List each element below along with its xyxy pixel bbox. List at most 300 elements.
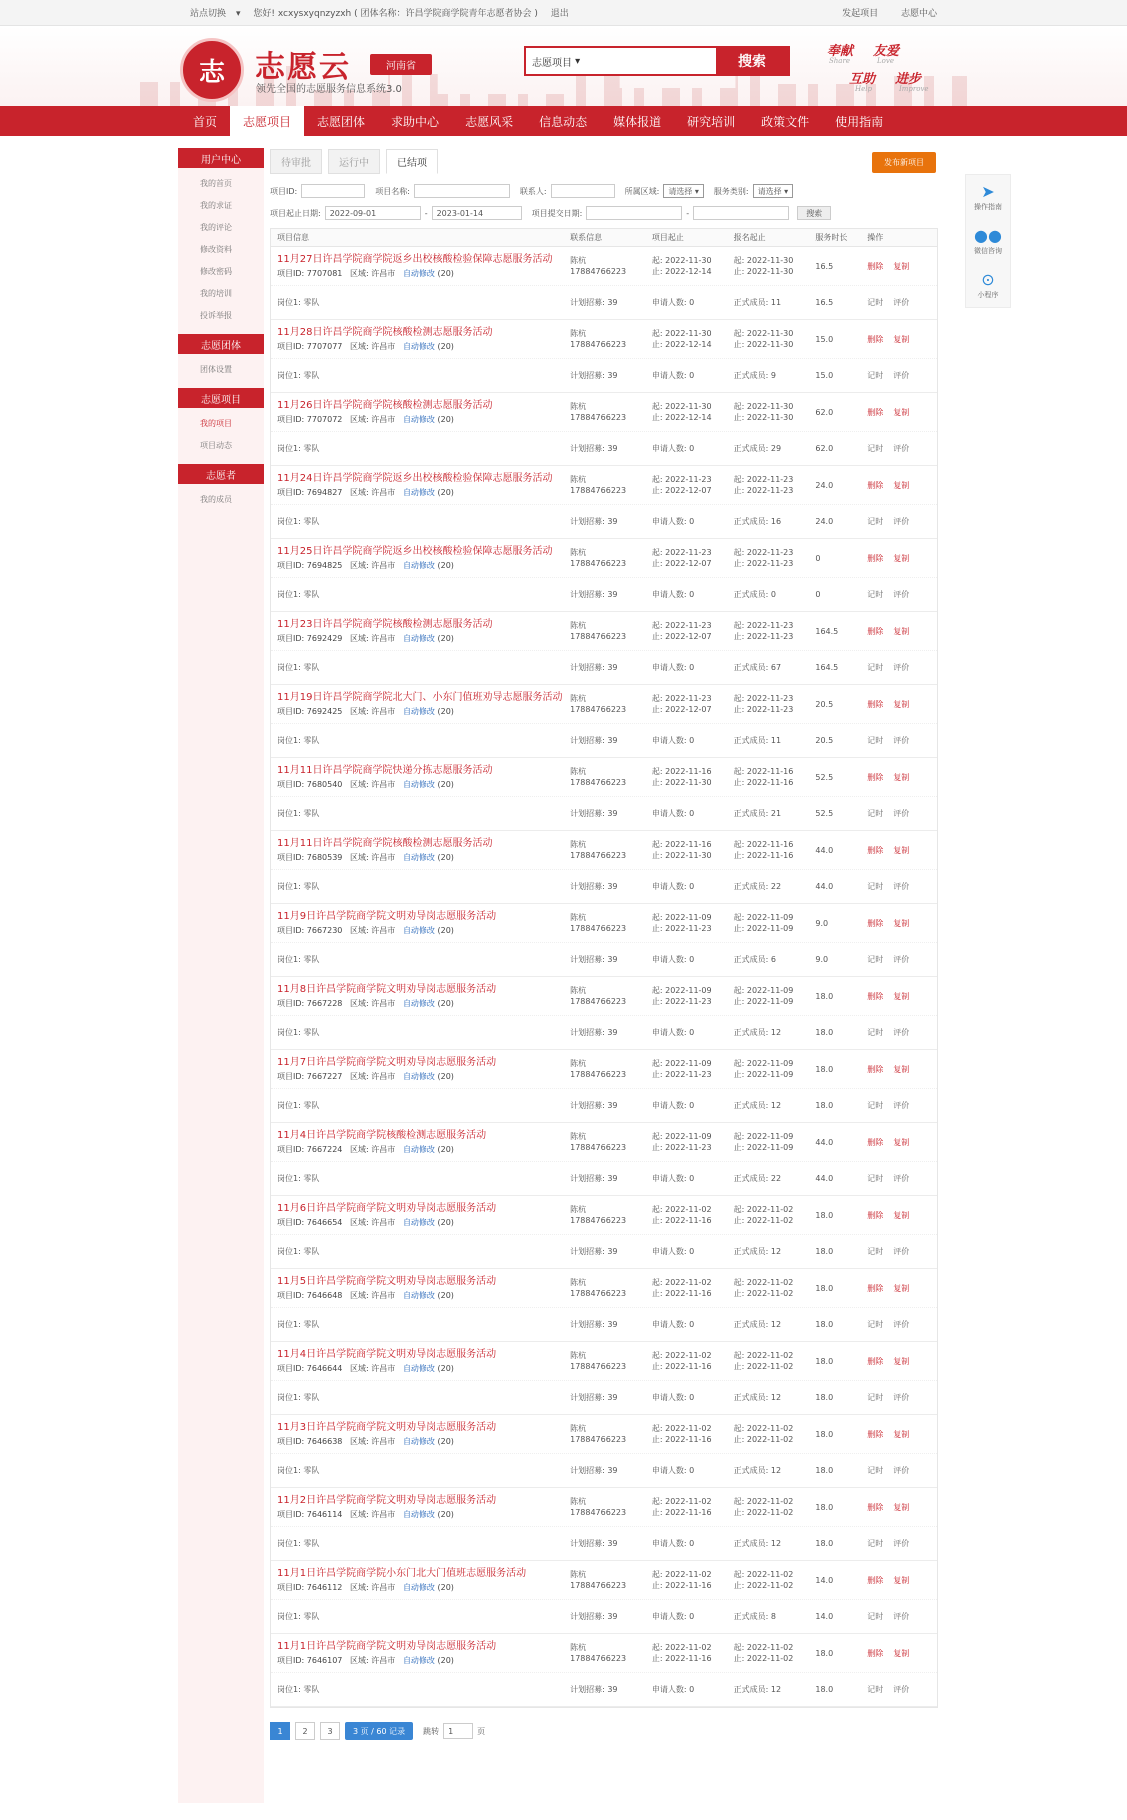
review-button[interactable]: 评价	[893, 1028, 910, 1037]
log-time-button[interactable]: 记时	[867, 444, 884, 453]
position-name: 岗位1: 零队	[277, 298, 320, 307]
log-time-button[interactable]: 记时	[867, 1539, 884, 1548]
filter-search-button[interactable]: 搜索	[797, 206, 831, 220]
copy-button[interactable]: 复制	[893, 553, 910, 563]
log-time-button[interactable]: 记时	[867, 1320, 884, 1329]
copy-button[interactable]: 复制	[893, 1429, 910, 1439]
review-button[interactable]: 评价	[893, 663, 910, 672]
table-row	[271, 1123, 937, 1161]
delete-button[interactable]: 删除	[867, 1210, 884, 1220]
review-button[interactable]: 评价	[893, 298, 910, 307]
log-time-button[interactable]: 记时	[867, 517, 884, 526]
position-actions	[867, 1538, 937, 1549]
position-hours: 9.0	[815, 955, 829, 964]
applied-count: 申请人数: 0	[651, 590, 695, 599]
date-to-input[interactable]: 2023-01-14	[432, 206, 522, 220]
signup-dates: 起: 2022-11-23 止: 2022-11-23	[733, 548, 794, 568]
position-hours: 24.0	[815, 517, 834, 526]
province-badge[interactable]: 河南省	[370, 54, 432, 75]
mini-program-tool[interactable]	[966, 263, 1010, 307]
auto-record-link[interactable]: 自动修改	[402, 1218, 435, 1227]
position-row	[271, 358, 937, 392]
delete-button[interactable]: 删除	[867, 1575, 884, 1585]
auto-record-link[interactable]: 自动修改	[402, 634, 435, 643]
log-time-button[interactable]: 记时	[867, 298, 884, 307]
table-record	[271, 1269, 937, 1342]
applied-count: 申请人数: 0	[651, 1028, 695, 1037]
sidebar-link-change-password[interactable]: 修改密码	[200, 266, 232, 276]
guide-tool[interactable]	[966, 175, 1010, 219]
auto-record-link[interactable]: 自动修改	[402, 780, 435, 789]
position-name: 岗位1: 零队	[277, 882, 320, 891]
sidebar-link-my-members[interactable]: 我的成员	[200, 494, 232, 504]
project-dates: 起: 2022-11-30 止: 2022-12-14	[651, 329, 712, 349]
position-row	[271, 285, 937, 319]
project-title-link[interactable]: 11月11日许昌学院商学院快递分拣志愿服务活动	[277, 765, 493, 776]
publish-project-link[interactable]: 发起项目	[842, 9, 879, 19]
project-id: 7707077	[306, 342, 343, 351]
project-title-link[interactable]: 11月5日许昌学院商学院文明劝导岗志愿服务活动	[277, 1276, 497, 1287]
copy-button[interactable]: 复制	[893, 1283, 910, 1293]
log-time-button[interactable]: 记时	[867, 809, 884, 818]
log-time-button[interactable]: 记时	[867, 1466, 884, 1475]
nav-item-help-center[interactable]: 求助中心	[391, 114, 440, 129]
table-record	[271, 831, 937, 904]
position-row	[271, 942, 937, 976]
sidebar-link-my-comments[interactable]: 我的评论	[200, 222, 232, 232]
auto-record-link[interactable]: 自动修改	[402, 269, 435, 278]
project-id: 7646638	[306, 1437, 343, 1446]
copy-button[interactable]: 复制	[893, 1210, 910, 1220]
column-header: 项目信息	[277, 233, 309, 242]
project-id: 7707072	[306, 415, 343, 424]
motto-word-en: Love	[877, 57, 894, 65]
copy-button[interactable]: 复制	[893, 1356, 910, 1366]
position-actions	[867, 1027, 937, 1038]
auto-record-link[interactable]: 自动修改	[402, 707, 435, 716]
position-row	[271, 1015, 937, 1049]
review-button[interactable]: 评价	[893, 809, 910, 818]
signup-dates: 起: 2022-11-02 止: 2022-11-02	[733, 1643, 794, 1663]
auto-record-link[interactable]: 自动修改	[402, 488, 435, 497]
region-select[interactable]: 请选择 ▾	[663, 184, 704, 198]
contact-info: 陈杭 17884766223	[570, 475, 627, 495]
search-button[interactable]: 搜索	[716, 48, 788, 74]
project-title-link[interactable]: 11月11日许昌学院商学院核酸检测志愿服务活动	[277, 838, 493, 849]
position-row	[271, 723, 937, 757]
review-button[interactable]: 评价	[893, 371, 910, 380]
delete-button[interactable]: 删除	[867, 553, 884, 563]
review-button[interactable]: 评价	[893, 444, 910, 453]
project-title-link[interactable]: 11月4日许昌学院商学院文明劝导岗志愿服务活动	[277, 1349, 497, 1360]
signup-dates: 起: 2022-11-23 止: 2022-11-23	[733, 475, 794, 495]
position-actions	[867, 1319, 937, 1330]
log-time-button[interactable]: 记时	[867, 1247, 884, 1256]
site-title[interactable]: 志愿云	[255, 50, 351, 85]
tab-completed[interactable]: 已结项	[386, 149, 438, 174]
auto-record-link[interactable]: 自动修改	[402, 1291, 435, 1300]
sidebar-link-project-updates[interactable]: 项目动态	[200, 440, 232, 450]
project-region: 许昌市	[371, 707, 396, 716]
auto-record-link[interactable]: 自动修改	[402, 561, 435, 570]
delete-button[interactable]: 删除	[867, 1502, 884, 1512]
project-dates: 起: 2022-11-02 止: 2022-11-16	[651, 1205, 712, 1225]
sidebar-link-my-projects[interactable]: 我的项目	[200, 418, 232, 428]
service-hours: 9.0	[815, 918, 829, 928]
position-name: 岗位1: 零队	[277, 1539, 320, 1548]
project-region: 许昌市	[371, 853, 396, 862]
position-actions	[867, 881, 937, 892]
contact-info: 陈杭 17884766223	[570, 767, 627, 787]
auto-record-link[interactable]: 自动修改	[402, 999, 435, 1008]
delete-button[interactable]: 删除	[867, 626, 884, 636]
project-dates: 起: 2022-11-16 止: 2022-11-30	[651, 840, 712, 860]
page-info: 3 页 / 60 记录	[345, 1722, 413, 1740]
sidebar-link-edit-profile[interactable]: 修改资料	[200, 244, 232, 254]
copy-button[interactable]: 复制	[893, 918, 910, 928]
delete-button[interactable]: 删除	[867, 699, 884, 709]
position-row	[271, 1526, 937, 1560]
project-meta: 项目ID: 7646654 区域: 许昌市 自动修改 (20)	[277, 1218, 454, 1227]
project-title-link[interactable]: 11月24日许昌学院商学院返乡出校核酸检验保障志愿服务活动	[277, 473, 553, 484]
delete-button[interactable]: 删除	[867, 480, 884, 490]
project-title-link[interactable]: 11月8日许昌学院商学院文明劝导岗志愿服务活动	[277, 984, 497, 995]
logo-emblem-icon[interactable]: 志	[180, 38, 244, 102]
copy-button[interactable]: 复制	[893, 480, 910, 490]
delete-button[interactable]: 删除	[867, 1137, 884, 1147]
project-title-link[interactable]: 11月4日许昌学院商学院核酸检测志愿服务活动	[277, 1130, 487, 1141]
review-button[interactable]: 评价	[893, 1539, 910, 1548]
project-title-link[interactable]: 11月6日许昌学院商学院文明劝导岗志愿服务活动	[277, 1203, 497, 1214]
position-name: 岗位1: 零队	[277, 1247, 320, 1256]
project-id: 7694825	[306, 561, 343, 570]
submit-date-to-input[interactable]	[693, 206, 789, 220]
project-title-link[interactable]: 11月27日许昌学院商学院返乡出校核酸检验保障志愿服务活动	[277, 254, 553, 265]
motto-decoration	[827, 40, 947, 100]
project-meta: 项目ID: 7667227 区域: 许昌市 自动修改 (20)	[277, 1072, 454, 1081]
planned-count: 计划招募: 39	[570, 444, 618, 453]
log-time-button[interactable]: 记时	[867, 663, 884, 672]
wechat-tool[interactable]	[966, 219, 1010, 263]
project-meta: 项目ID: 7707077 区域: 许昌市 自动修改 (20)	[277, 342, 454, 351]
delete-button[interactable]: 删除	[867, 991, 884, 1001]
page-button[interactable]: 1	[270, 1722, 290, 1740]
table-record	[271, 320, 937, 393]
motto-word: 奉献	[827, 44, 854, 59]
copy-button[interactable]: 复制	[893, 261, 910, 271]
position-name: 岗位1: 零队	[277, 1685, 320, 1694]
position-name: 岗位1: 零队	[277, 955, 320, 964]
delete-button[interactable]: 删除	[867, 407, 884, 417]
wechat-tool-label: 微信咨询	[974, 247, 1002, 255]
copy-button[interactable]: 复制	[893, 407, 910, 417]
position-hours: 14.0	[815, 1612, 834, 1621]
project-title-link[interactable]: 11月2日许昌学院商学院文明劝导岗志愿服务活动	[277, 1495, 497, 1506]
project-dates: 起: 2022-11-02 止: 2022-11-16	[651, 1278, 712, 1298]
review-button[interactable]: 评价	[893, 1612, 910, 1621]
log-time-button[interactable]: 记时	[867, 1393, 884, 1402]
review-button[interactable]: 评价	[893, 1393, 910, 1402]
nav-item-guide[interactable]: 使用指南	[835, 114, 884, 129]
position-name: 岗位1: 零队	[277, 736, 320, 745]
project-title-link[interactable]: 11月1日许昌学院商学院文明劝导岗志愿服务活动	[277, 1641, 497, 1652]
submit-date-label: 项目提交日期:	[531, 208, 583, 218]
log-time-button[interactable]: 记时	[867, 1612, 884, 1621]
main-nav	[0, 106, 1127, 136]
search-scope-select[interactable]: 志愿项目 ▾	[532, 55, 581, 69]
table-record	[271, 539, 937, 612]
position-row	[271, 869, 937, 903]
log-time-button[interactable]: 记时	[867, 1174, 884, 1183]
auto-record-link[interactable]: 自动修改	[402, 1364, 435, 1373]
publish-new-project-button[interactable]: 发布新项目	[872, 152, 936, 173]
copy-button[interactable]: 复制	[893, 772, 910, 782]
nav-item-news[interactable]: 信息动态	[539, 114, 588, 129]
auto-record-link[interactable]: 自动修改	[402, 1437, 435, 1446]
actual-members: 正式成员: 12	[733, 1685, 782, 1694]
applied-count: 申请人数: 0	[651, 1393, 695, 1402]
sidebar-link-my-verify[interactable]: 我的求证	[200, 200, 232, 210]
position-actions	[867, 516, 937, 527]
project-title-link[interactable]: 11月1日许昌学院商学院小东门北大门值班志愿服务活动	[277, 1568, 527, 1579]
position-hours: 16.5	[815, 298, 834, 307]
date-from-input[interactable]: 2022-09-01	[325, 206, 421, 220]
row-actions	[867, 1283, 937, 1294]
project-region: 许昌市	[371, 634, 396, 643]
row-actions	[867, 334, 937, 345]
planned-count: 计划招募: 39	[570, 298, 618, 307]
actual-members: 正式成员: 12	[733, 1101, 782, 1110]
contact-label: 联系人:	[519, 186, 547, 196]
project-dates: 起: 2022-11-09 止: 2022-11-23	[651, 913, 712, 933]
review-button[interactable]: 评价	[893, 590, 910, 599]
contact-info: 陈杭 17884766223	[570, 913, 627, 933]
copy-button[interactable]: 复制	[893, 1648, 910, 1658]
table-row	[271, 539, 937, 577]
sidebar-link-complaints[interactable]: 投诉举报	[200, 310, 232, 320]
position-actions	[867, 370, 937, 381]
project-dates: 起: 2022-11-09 止: 2022-11-23	[651, 1059, 712, 1079]
auto-record-link[interactable]: 自动修改	[402, 1656, 435, 1665]
project-title-link[interactable]: 11月7日许昌学院商学院文明劝导岗志愿服务活动	[277, 1057, 497, 1068]
contact-info: 陈杭 17884766223	[570, 402, 627, 422]
project-region: 许昌市	[371, 561, 396, 570]
project-region: 许昌市	[371, 1510, 396, 1519]
motto-word: 友爱	[873, 44, 900, 59]
position-actions	[867, 954, 937, 965]
position-name: 岗位1: 零队	[277, 809, 320, 818]
log-time-button[interactable]: 记时	[867, 371, 884, 380]
auto-record-link[interactable]: 自动修改	[402, 342, 435, 351]
contact-info: 陈杭 17884766223	[570, 694, 627, 714]
log-time-button[interactable]: 记时	[867, 1101, 884, 1110]
position-actions	[867, 297, 937, 308]
sidebar-link-my-training[interactable]: 我的培训	[200, 288, 232, 298]
position-row	[271, 431, 937, 465]
logout-link[interactable]: 退出	[550, 9, 569, 19]
site-switch-link[interactable]: 站点切换	[190, 9, 227, 19]
log-time-button[interactable]: 记时	[867, 1685, 884, 1694]
delete-button[interactable]: 删除	[867, 1064, 884, 1074]
project-meta: 项目ID: 7680539 区域: 许昌市 自动修改 (20)	[277, 853, 454, 862]
service-hours: 0	[815, 553, 821, 563]
position-hours: 18.0	[815, 1539, 834, 1548]
project-meta: 项目ID: 7692425 区域: 许昌市 自动修改 (20)	[277, 707, 454, 716]
auto-record-link[interactable]: 自动修改	[402, 926, 435, 935]
review-button[interactable]: 评价	[893, 882, 910, 891]
project-title-link[interactable]: 11月26日许昌学院商学院核酸检测志愿服务活动	[277, 400, 493, 411]
table-row	[271, 466, 937, 504]
review-button[interactable]: 评价	[893, 1320, 910, 1329]
review-button[interactable]: 评价	[893, 736, 910, 745]
signup-dates: 起: 2022-11-23 止: 2022-11-23	[733, 621, 794, 641]
auto-record-link[interactable]: 自动修改	[402, 415, 435, 424]
table-row	[271, 393, 937, 431]
table-record	[271, 466, 937, 539]
contact-input[interactable]	[551, 184, 615, 198]
delete-button[interactable]: 删除	[867, 918, 884, 928]
sidebar-link-group-settings[interactable]: 团体设置	[200, 364, 232, 374]
review-button[interactable]: 评价	[893, 1247, 910, 1256]
table-record	[271, 1415, 937, 1488]
service-hours: 16.5	[815, 261, 834, 271]
delete-button[interactable]: 删除	[867, 261, 884, 271]
auto-record-link[interactable]: 自动修改	[402, 1145, 435, 1154]
service-hours: 18.0	[815, 1283, 834, 1293]
planned-count: 计划招募: 39	[570, 1612, 618, 1621]
planned-count: 计划招募: 39	[570, 1466, 618, 1475]
copy-button[interactable]: 复制	[893, 1502, 910, 1512]
nav-item-groups[interactable]: 志愿团体	[317, 114, 366, 129]
actual-members: 正式成员: 11	[733, 736, 782, 745]
nav-item-media[interactable]: 媒体报道	[613, 114, 662, 129]
project-name-input[interactable]	[414, 184, 510, 198]
contact-info: 陈杭 17884766223	[570, 1351, 627, 1371]
log-time-button[interactable]: 记时	[867, 736, 884, 745]
copy-button[interactable]: 复制	[893, 1064, 910, 1074]
delete-button[interactable]: 删除	[867, 1648, 884, 1658]
submit-date-from-input[interactable]	[586, 206, 682, 220]
log-time-button[interactable]: 记时	[867, 590, 884, 599]
project-meta: 项目ID: 7646107 区域: 许昌市 自动修改 (20)	[277, 1656, 454, 1665]
project-id-label: 项目ID:	[270, 186, 298, 196]
copy-button[interactable]: 复制	[893, 699, 910, 709]
category-select[interactable]: 请选择 ▾	[753, 184, 794, 198]
review-button[interactable]: 评价	[893, 517, 910, 526]
nav-item-projects[interactable]: 志愿项目	[230, 106, 304, 136]
contact-info: 陈杭 17884766223	[570, 329, 627, 349]
review-button[interactable]: 评价	[893, 955, 910, 964]
table-row	[271, 685, 937, 723]
copy-button[interactable]: 复制	[893, 1137, 910, 1147]
project-meta: 项目ID: 7692429 区域: 许昌市 自动修改 (20)	[277, 634, 454, 643]
applied-count: 申请人数: 0	[651, 882, 695, 891]
position-row	[271, 1307, 937, 1341]
nav-item-home[interactable]: 首页	[193, 114, 218, 129]
page-button[interactable]: 3	[320, 1722, 340, 1740]
delete-button[interactable]: 删除	[867, 1356, 884, 1366]
table-row	[271, 612, 937, 650]
review-button[interactable]: 评价	[893, 1685, 910, 1694]
copy-button[interactable]: 复制	[893, 845, 910, 855]
project-dates: 起: 2022-11-23 止: 2022-12-07	[651, 694, 712, 714]
position-hours: 52.5	[815, 809, 834, 818]
filter-form	[270, 180, 940, 224]
project-title-link[interactable]: 11月28日许昌学院商学院核酸检测志愿服务活动	[277, 327, 493, 338]
auto-record-link[interactable]: 自动修改	[402, 1510, 435, 1519]
project-title-link[interactable]: 11月19日许昌学院商学院北大门、小东门值班劝导志愿服务活动	[277, 692, 563, 703]
actual-members: 正式成员: 12	[733, 1393, 782, 1402]
project-region: 许昌市	[371, 1291, 396, 1300]
auto-record-link[interactable]: 自动修改	[402, 1072, 435, 1081]
volunteer-center-link[interactable]: 志愿中心	[900, 9, 937, 19]
project-dates: 起: 2022-11-23 止: 2022-12-07	[651, 621, 712, 641]
row-actions	[867, 845, 937, 856]
tab-pending[interactable]: 待审批	[270, 149, 322, 174]
project-title-link[interactable]: 11月25日许昌学院商学院返乡出校核酸检验保障志愿服务活动	[277, 546, 553, 557]
sidebar-link-my-home[interactable]: 我的首页	[200, 178, 232, 188]
applied-count: 申请人数: 0	[651, 1101, 695, 1110]
auto-record-link[interactable]: 自动修改	[402, 1583, 435, 1592]
page-button[interactable]: 2	[295, 1722, 315, 1740]
project-title-link[interactable]: 11月3日许昌学院商学院文明劝导岗志愿服务活动	[277, 1422, 497, 1433]
delete-button[interactable]: 删除	[867, 334, 884, 344]
applied-count: 申请人数: 0	[651, 955, 695, 964]
project-id-input[interactable]	[301, 184, 365, 198]
review-button[interactable]: 评价	[893, 1174, 910, 1183]
project-title-link[interactable]: 11月9日许昌学院商学院文明劝导岗志愿服务活动	[277, 911, 497, 922]
review-button[interactable]: 评价	[893, 1101, 910, 1110]
table-row	[271, 1488, 937, 1526]
service-hours: 52.5	[815, 772, 834, 782]
motto-word-en: Share	[829, 57, 850, 65]
planned-count: 计划招募: 39	[570, 1539, 618, 1548]
project-id: 7694827	[306, 488, 343, 497]
auto-record-link[interactable]: 自动修改	[402, 853, 435, 862]
review-button[interactable]: 评价	[893, 1466, 910, 1475]
delete-button[interactable]: 删除	[867, 1283, 884, 1293]
copy-button[interactable]: 复制	[893, 334, 910, 344]
project-title-link[interactable]: 11月23日许昌学院商学院核酸检测志愿服务活动	[277, 619, 493, 630]
tab-running[interactable]: 运行中	[328, 149, 380, 174]
jump-page-input[interactable]: 1	[443, 1723, 473, 1739]
nav-item-research[interactable]: 研究培训	[687, 114, 736, 129]
date-separator: -	[424, 208, 428, 218]
table-record	[271, 758, 937, 831]
position-hours: 18.0	[815, 1028, 834, 1037]
log-time-button[interactable]: 记时	[867, 955, 884, 964]
copy-button[interactable]: 复制	[893, 1575, 910, 1585]
copy-button[interactable]: 复制	[893, 991, 910, 1001]
column-header: 服务时长	[815, 233, 848, 242]
delete-button[interactable]: 删除	[867, 1429, 884, 1439]
log-time-button[interactable]: 记时	[867, 1028, 884, 1037]
row-actions	[867, 480, 937, 491]
delete-button[interactable]: 删除	[867, 772, 884, 782]
log-time-button[interactable]: 记时	[867, 882, 884, 891]
copy-button[interactable]: 复制	[893, 626, 910, 636]
delete-button[interactable]: 删除	[867, 845, 884, 855]
project-id: 7707081	[306, 269, 343, 278]
signup-dates: 起: 2022-11-30 止: 2022-11-30	[733, 402, 794, 422]
planned-count: 计划招募: 39	[570, 1320, 618, 1329]
planned-count: 计划招募: 39	[570, 1101, 618, 1110]
table-record	[271, 1342, 937, 1415]
nav-item-policy[interactable]: 政策文件	[761, 114, 810, 129]
project-meta: 项目ID: 7667230 区域: 许昌市 自动修改 (20)	[277, 926, 454, 935]
position-row	[271, 577, 937, 611]
nav-item-showcase[interactable]: 志愿风采	[465, 114, 514, 129]
